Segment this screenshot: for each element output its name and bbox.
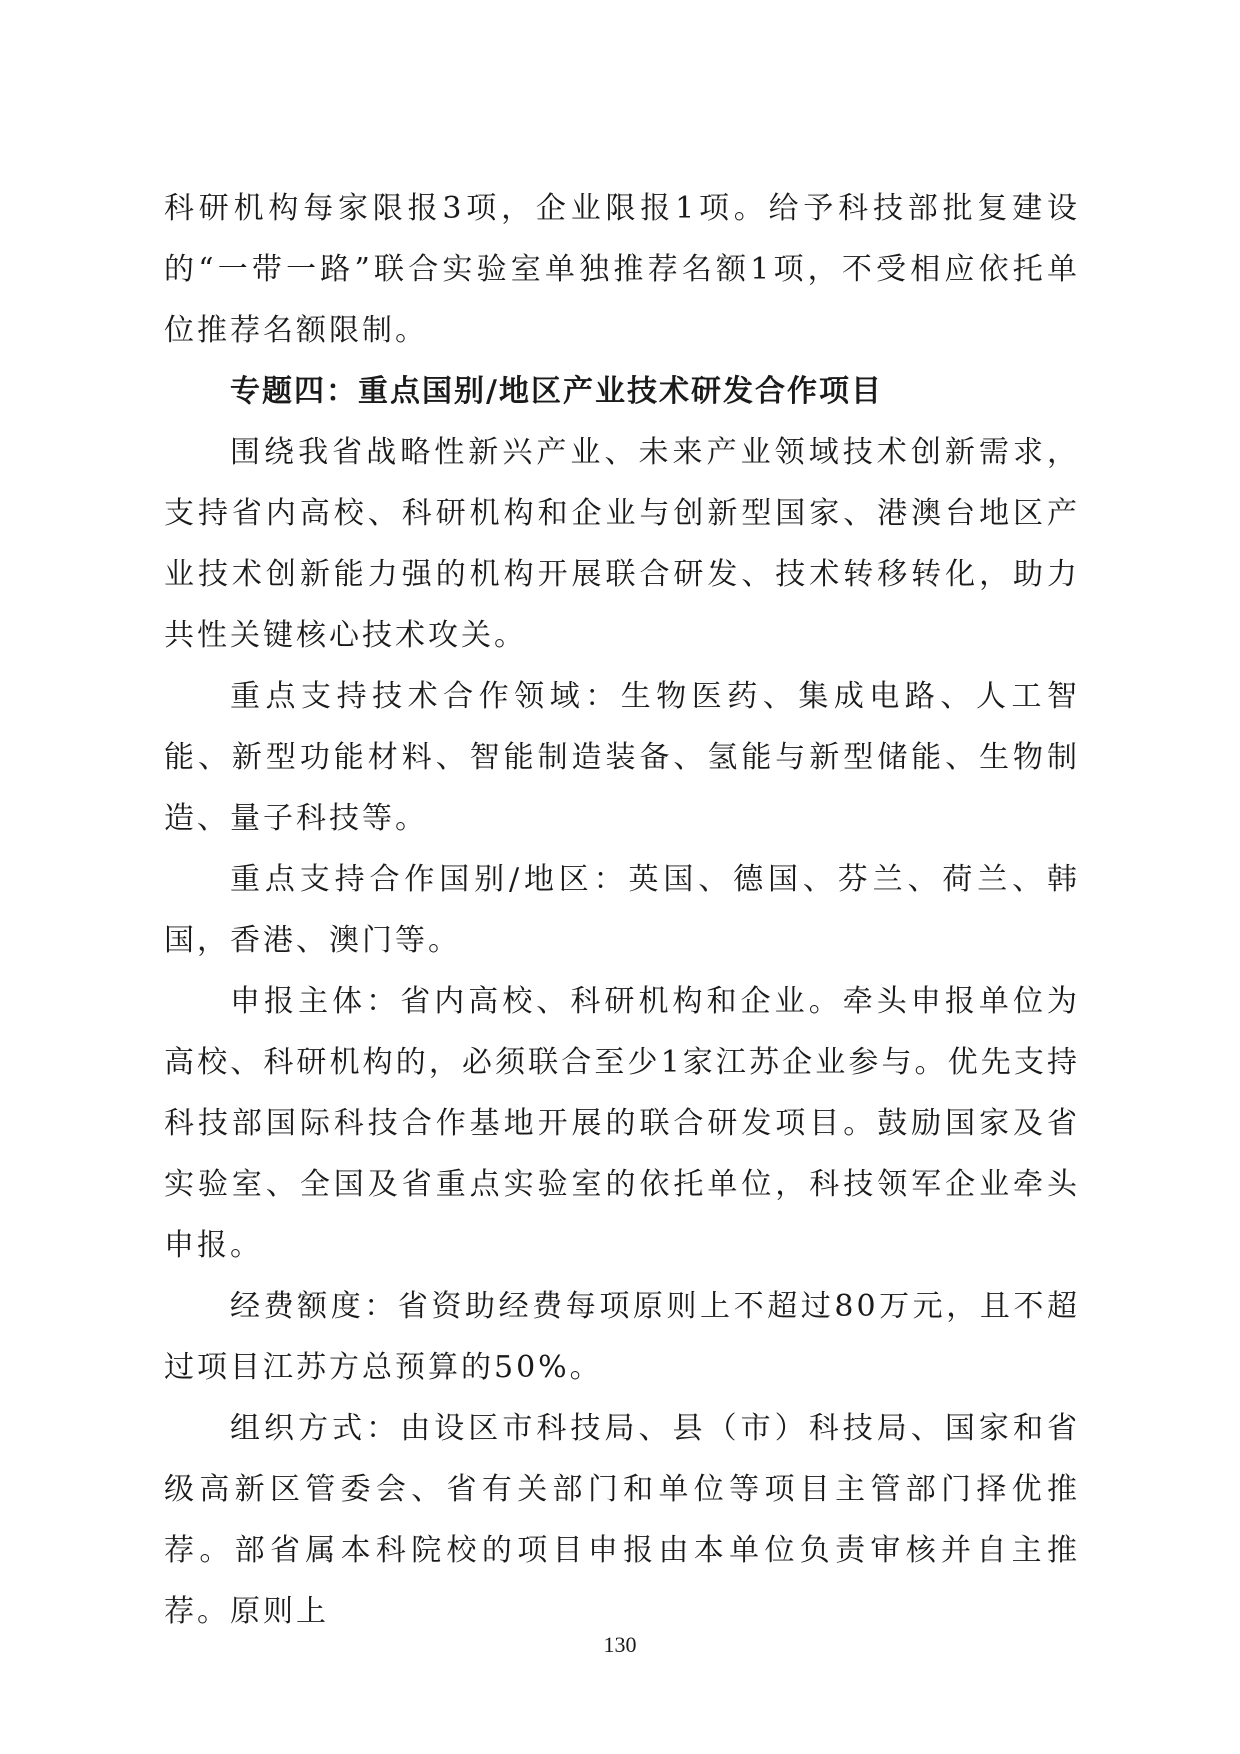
paragraph-continuation: 科研机构每家限报3项，企业限报1项。给予科技部批复建设的“一带一路”联合实验室单独推荐名额1项，不受相应依托单位推荐名额限制。 xyxy=(164,191,1080,348)
section-heading: 专题四：重点国别/地区产业技术研发合作项目 xyxy=(230,374,883,409)
paragraph-goal: 围绕我省战略性新兴产业、未来产业领域技术创新需求，支持省内高校、科研机构和企业与创新型国家、港澳台地区产业技术创新能力强的机构开展联合研发、技术转移转化，助力共性关键核心技术攻关。 xyxy=(164,435,1080,653)
paragraph-organization: 组织方式：由设区市科技局、县（市）科技局、国家和省级高新区管委会、省有关部门和单位等项目主管部门择优推荐。部省属本科院校的项目申报由本单位负责审核并自主推荐。原则上 xyxy=(164,1411,1080,1629)
paragraph-fields: 重点支持技术合作领域：生物医药、集成电路、人工智能、新型功能材料、智能制造装备、氢能与新型储能、生物制造、量子科技等。 xyxy=(164,679,1080,836)
paragraph-applicants: 申报主体：省内高校、科研机构和企业。牵头申报单位为高校、科研机构的，必须联合至少1家江苏企业参与。优先支持科技部国际科技合作基地开展的联合研发项目。鼓励国家及省实验室、全国及省重点实验室的依托单位，科技领军企业牵头申报。 xyxy=(164,984,1080,1263)
document-body xyxy=(164,178,1080,1642)
paragraph-regions: 重点支持合作国别/地区：英国、德国、芬兰、荷兰、韩国，香港、澳门等。 xyxy=(164,862,1080,958)
paragraph-funding: 经费额度：省资助经费每项原则上不超过80万元，且不超过项目江苏方总预算的50%。 xyxy=(164,1289,1080,1385)
page-number: 130 xyxy=(603,1632,637,1657)
